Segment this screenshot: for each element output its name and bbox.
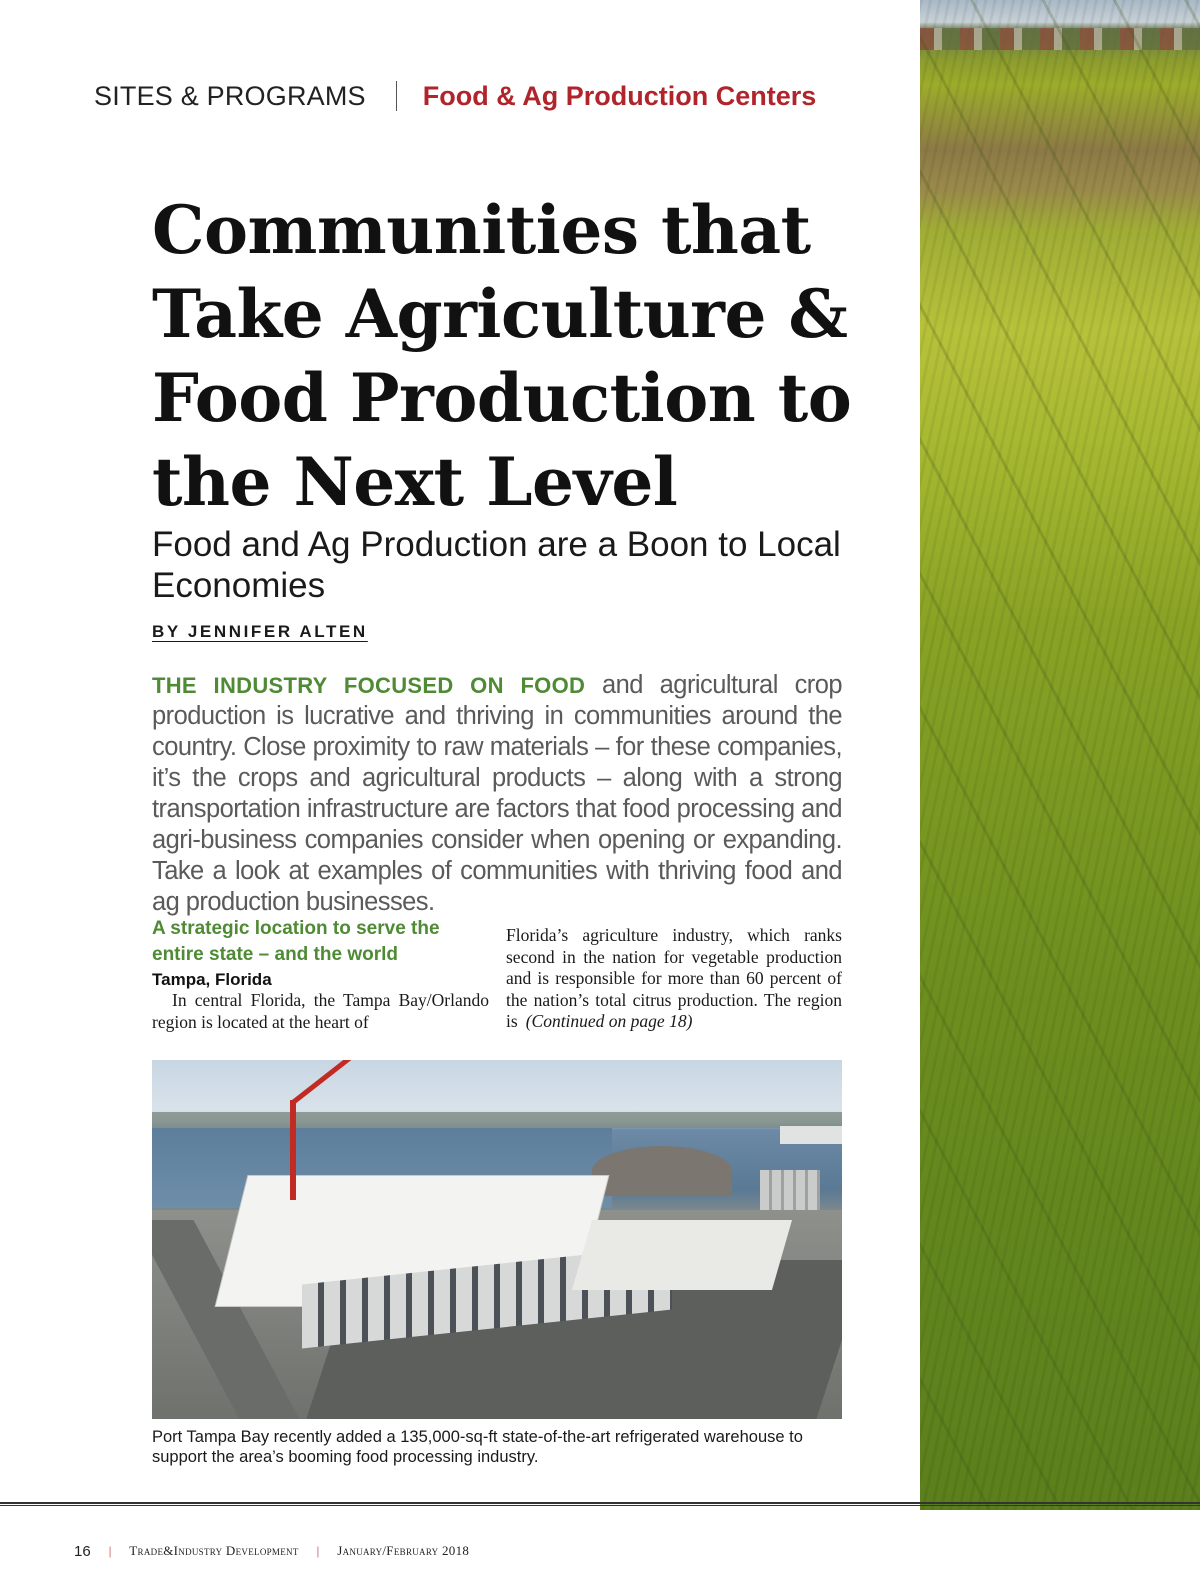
issue-date: January/February 2018 [337,1543,470,1558]
location-label: Tampa, Florida [152,970,272,989]
port-warehouse-photo [152,1060,842,1419]
column-right [506,925,842,1033]
page-footer [74,1541,469,1561]
publication-name: Trade&Industry Development [129,1543,299,1558]
photo-ship [780,1126,842,1144]
photo-sand-pile [592,1146,732,1196]
running-header [94,78,894,114]
photo-crane-mast [290,1100,296,1200]
photo-caption: Port Tampa Bay recently added a 135,000-sq-ft state-of-the-art refrigerated warehouse to support the area’s booming food processing industry. [152,1428,803,1466]
photo-far-shore [152,1112,842,1128]
intro-lead-in: THE INDUSTRY FOCUSED ON FOOD [152,673,586,698]
header-divider [396,81,397,111]
continued-note: (Continued on page 18) [525,1011,693,1031]
intro-text: and agricultural crop production is lucrative and thriving in communities around the country. Close proximity to raw materials – for these companies, it’s the crops and agricultural products – along with a strong transportation infrastructure are factors that food processing and agri-business companies consider when opening or expanding. Take a look at examples of communities with thriving food and ag production businesses. [152,671,842,916]
column-right-paragraph [506,925,842,1033]
crop-rows [920,0,1200,1510]
section-name: SITES & PROGRAMS [94,80,366,111]
subhead: Food and Ag Production are a Boon to Local Economies [152,525,841,605]
photo-office-annex [572,1220,792,1290]
column-left-text: In central Florida, the Tampa Bay/Orlando region is located at the heart of [152,990,489,1032]
headline: Communities that Take Agriculture & Food Production to the Next Level [152,191,852,521]
column-left [152,916,489,1033]
byline: BY JENNIFER ALTEN [152,622,368,641]
footer-rule [0,1502,1200,1506]
page-number: 16 [74,1542,91,1560]
column-right-text: Florida’s agriculture industry, which ranks second in the nation for vegetable production and is responsible for more than 60 percent of the nation’s total citrus production. The region is [506,925,842,1031]
intro-paragraph [152,670,842,918]
photo-crane-boom [292,1060,382,1104]
footer-separator: | [316,1543,320,1558]
footer-separator: | [108,1543,112,1558]
photo-silos [760,1170,820,1210]
field-photo [920,0,1200,1510]
section-topic: Food & Ag Production Centers [422,80,817,111]
section-title: A strategic location to serve the entire state – and the world [152,918,440,965]
